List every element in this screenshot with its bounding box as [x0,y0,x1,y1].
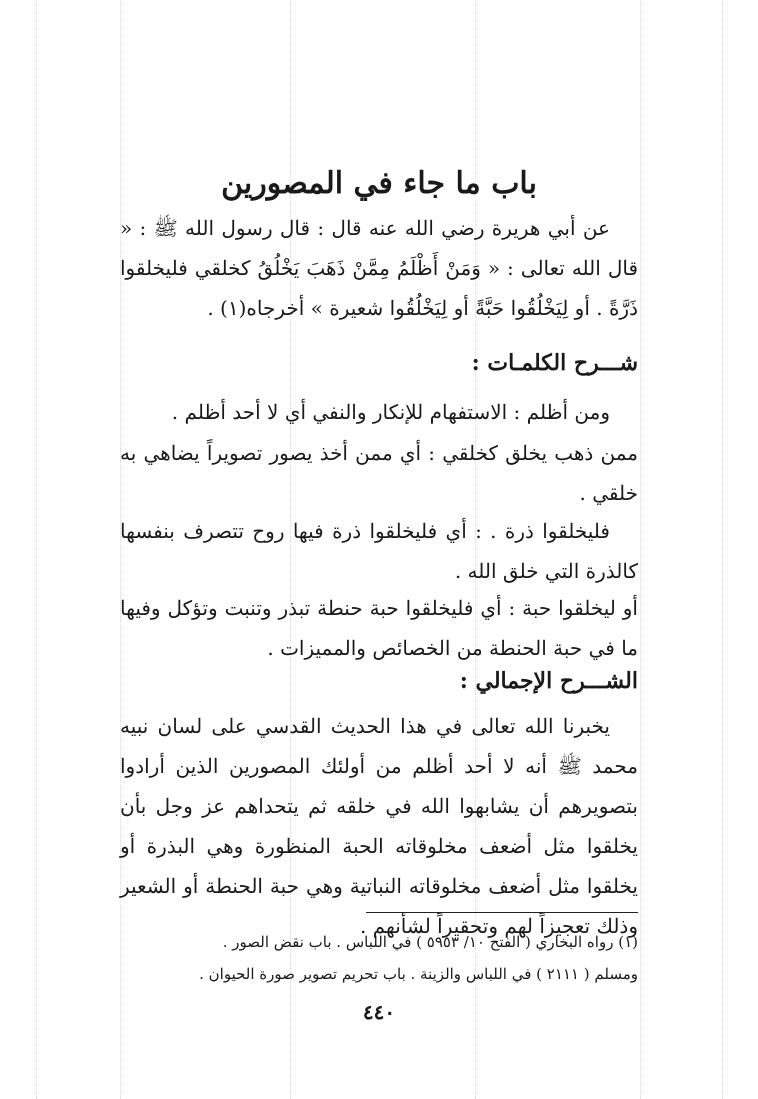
hadith-text-content: عن أبي هريرة رضي الله عنه قال : قال رسول الله ﷺ : « قال الله تعالى : « وَمَنْ أَظْلَمُ مِمَّنْ ذَهَبَ يَخْلُقُ كخلقي فليخلقوا ذَرَّةً . أو لِيَخْلُقُوا حَبَّةً أو لِيَخْلُقُوا شعيرة » أخرجاه(١) . [120,216,638,320]
scan-grid-line [722,0,723,1099]
definition-item [120,511,638,591]
definition-item [120,588,638,668]
definition-text: أو ليخلقوا حبة : أي فليخلقوا حبة حنطة تبذر وتنبت وتؤكل وفيها ما في حبة الحنطة من الخصائص والمميزات . [120,596,638,660]
summary-heading: الشـــرح الإجمالي : [459,668,638,694]
scan-grid-line [640,0,641,1099]
definition-item [120,392,638,432]
definition-text: ومن أظلم : الاستفهام للإنكار والنفي أي لا أحد أظلم . [171,400,610,424]
scan-grid-line [36,0,37,1099]
words-explanation-heading: شـــرح الكلمـات : [471,350,638,376]
definition-text: فليخلقوا ذرة . : أي فليخلقوا ذرة فيها روح تتصرف بنفسها كالذرة التي خلق الله . [120,519,638,583]
definition-item [120,433,638,513]
summary-text-content: يخبرنا الله تعالى في هذا الحديث القدسي على لسان نبيه محمد ﷺ أنه لا أحد أظلم من أولئك المصورين الذين أرادوا بتصويرهم أن يشابهوا الله في خلقه ثم يتحداهم عز وجل بأن يخلقوا مثل أضعف مخلوقاته الحبة المنظورة وهي البذرة أو يخلقوا مثل أضعف مخلوقاته النباتية وهي حبة الحنطة أو الشعير وذلك تعجيزاً لهم وتحقيراً لشأنهم . [120,714,638,938]
footnote-divider [366,912,638,913]
summary-text [120,706,638,946]
page-number: ٤٤٠ [362,1000,396,1024]
hadith-text [120,208,638,328]
footnote-2: ومسلم ( ٢١١١ ) في اللباس والزينة . باب تحريم تصوير صورة الحيوان . [199,965,638,983]
footnote-1: (١) رواه البخاري ( الفتح ١٠/ ٥٩٥٣ ) في اللباس . باب نقض الصور . [222,933,638,951]
definition-text: ممن ذهب يخلق كخلقي : أي ممن أخذ يصور تصويراً يضاهي به خلقي . [120,441,638,505]
chapter-title: باب ما جاء في المصورين [221,166,537,201]
